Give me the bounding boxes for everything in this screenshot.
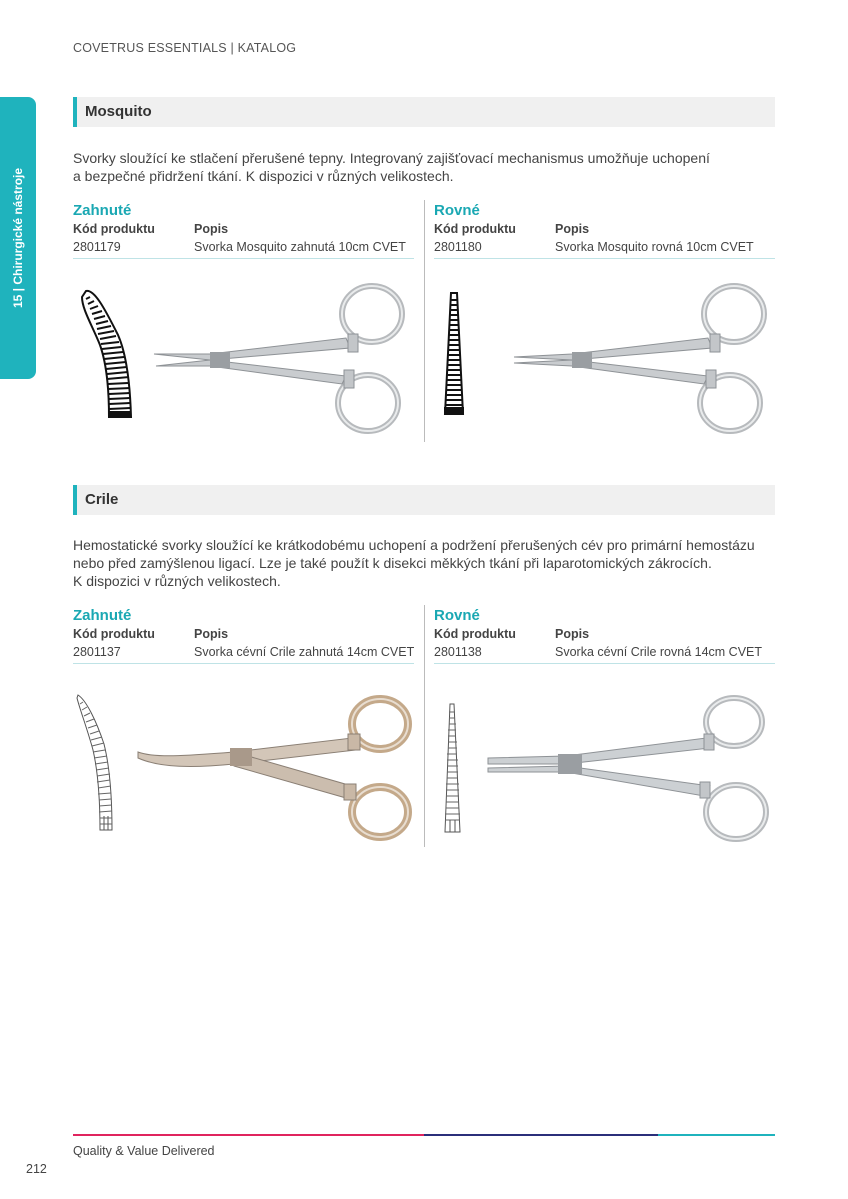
- straight-mosquito-forceps-image: [512, 280, 770, 440]
- curved-jaw-drawing: [76, 287, 136, 421]
- section-heading-crile: [73, 485, 775, 515]
- product-code: 2801179: [73, 240, 121, 254]
- section-title: Mosquito: [85, 103, 152, 120]
- table-row: [434, 645, 775, 664]
- col-desc-header: Popis: [194, 222, 229, 236]
- product-code: 2801138: [434, 645, 482, 659]
- chapter-tab: [0, 97, 36, 379]
- straight-jaw-drawing: [440, 290, 468, 418]
- col-desc-header: Popis: [194, 627, 229, 641]
- description-line: a bezpečné přidržení tkání. K dispozici v různých velikostech.: [73, 168, 454, 184]
- variant-straight: [434, 202, 775, 259]
- chapter-tab-label: 15 | Chirurgické nástroje: [11, 167, 25, 309]
- page-number: 212: [26, 1162, 47, 1176]
- straight-jaw-drawing: [442, 702, 464, 834]
- product-description: Svorka cévní Crile zahnutá 14cm CVET: [194, 645, 415, 659]
- variant-straight: [434, 607, 775, 664]
- table-header: [73, 222, 414, 240]
- section-description: [73, 149, 773, 185]
- curved-crile-forceps-image: [134, 694, 414, 842]
- curved-jaw-drawing: [74, 692, 118, 832]
- product-code: 2801137: [73, 645, 121, 659]
- variant-title: Rovné: [434, 607, 480, 624]
- product-description: Svorka Mosquito zahnutá 10cm CVET: [194, 240, 406, 254]
- column-divider: [424, 200, 425, 442]
- col-code-header: Kód produktu: [73, 627, 155, 641]
- col-desc-header: Popis: [555, 627, 590, 641]
- description-line: nebo před zamýšlenou ligací. Lze je také použít k disekci měkkých tkání při laparotomických zákrocích.: [73, 555, 712, 571]
- table-header: [434, 627, 775, 645]
- table-row: [73, 240, 414, 259]
- section-description: [73, 536, 773, 590]
- description-line: Hemostatické svorky sloužící ke krátkodobému uchopení a podržení přerušených cév pro primární hemostázu: [73, 537, 755, 553]
- footer-line-pink: [73, 1134, 424, 1136]
- variant-title: Zahnuté: [73, 607, 132, 624]
- section-heading-mosquito: [73, 97, 775, 127]
- description-line: K dispozici v různých velikostech.: [73, 573, 281, 589]
- footer-line-navy: [424, 1134, 658, 1136]
- straight-crile-forceps-image: [486, 694, 772, 844]
- footer-tagline: Quality & Value Delivered: [73, 1144, 215, 1158]
- variant-title: Zahnuté: [73, 202, 132, 219]
- section-title: Crile: [85, 491, 119, 508]
- catalog-header: COVETRUS ESSENTIALS | KATALOG: [73, 41, 297, 55]
- product-code: 2801180: [434, 240, 482, 254]
- col-code-header: Kód produktu: [73, 222, 155, 236]
- table-row: [73, 645, 414, 664]
- variant-curved: [73, 607, 414, 664]
- col-code-header: Kód produktu: [434, 222, 516, 236]
- product-description: Svorka Mosquito rovná 10cm CVET: [555, 240, 754, 254]
- footer-line-teal: [658, 1134, 775, 1136]
- col-desc-header: Popis: [555, 222, 590, 236]
- variant-curved: [73, 202, 414, 259]
- curved-mosquito-forceps-image: [150, 280, 408, 440]
- col-code-header: Kód produktu: [434, 627, 516, 641]
- product-description: Svorka cévní Crile rovná 14cm CVET: [555, 645, 763, 659]
- table-row: [434, 240, 775, 259]
- variant-title: Rovné: [434, 202, 480, 219]
- table-header: [73, 627, 414, 645]
- column-divider: [424, 605, 425, 847]
- table-header: [434, 222, 775, 240]
- description-line: Svorky sloužící ke stlačení přerušené tepny. Integrovaný zajišťovací mechanismus umožňuje uchopení: [73, 150, 710, 166]
